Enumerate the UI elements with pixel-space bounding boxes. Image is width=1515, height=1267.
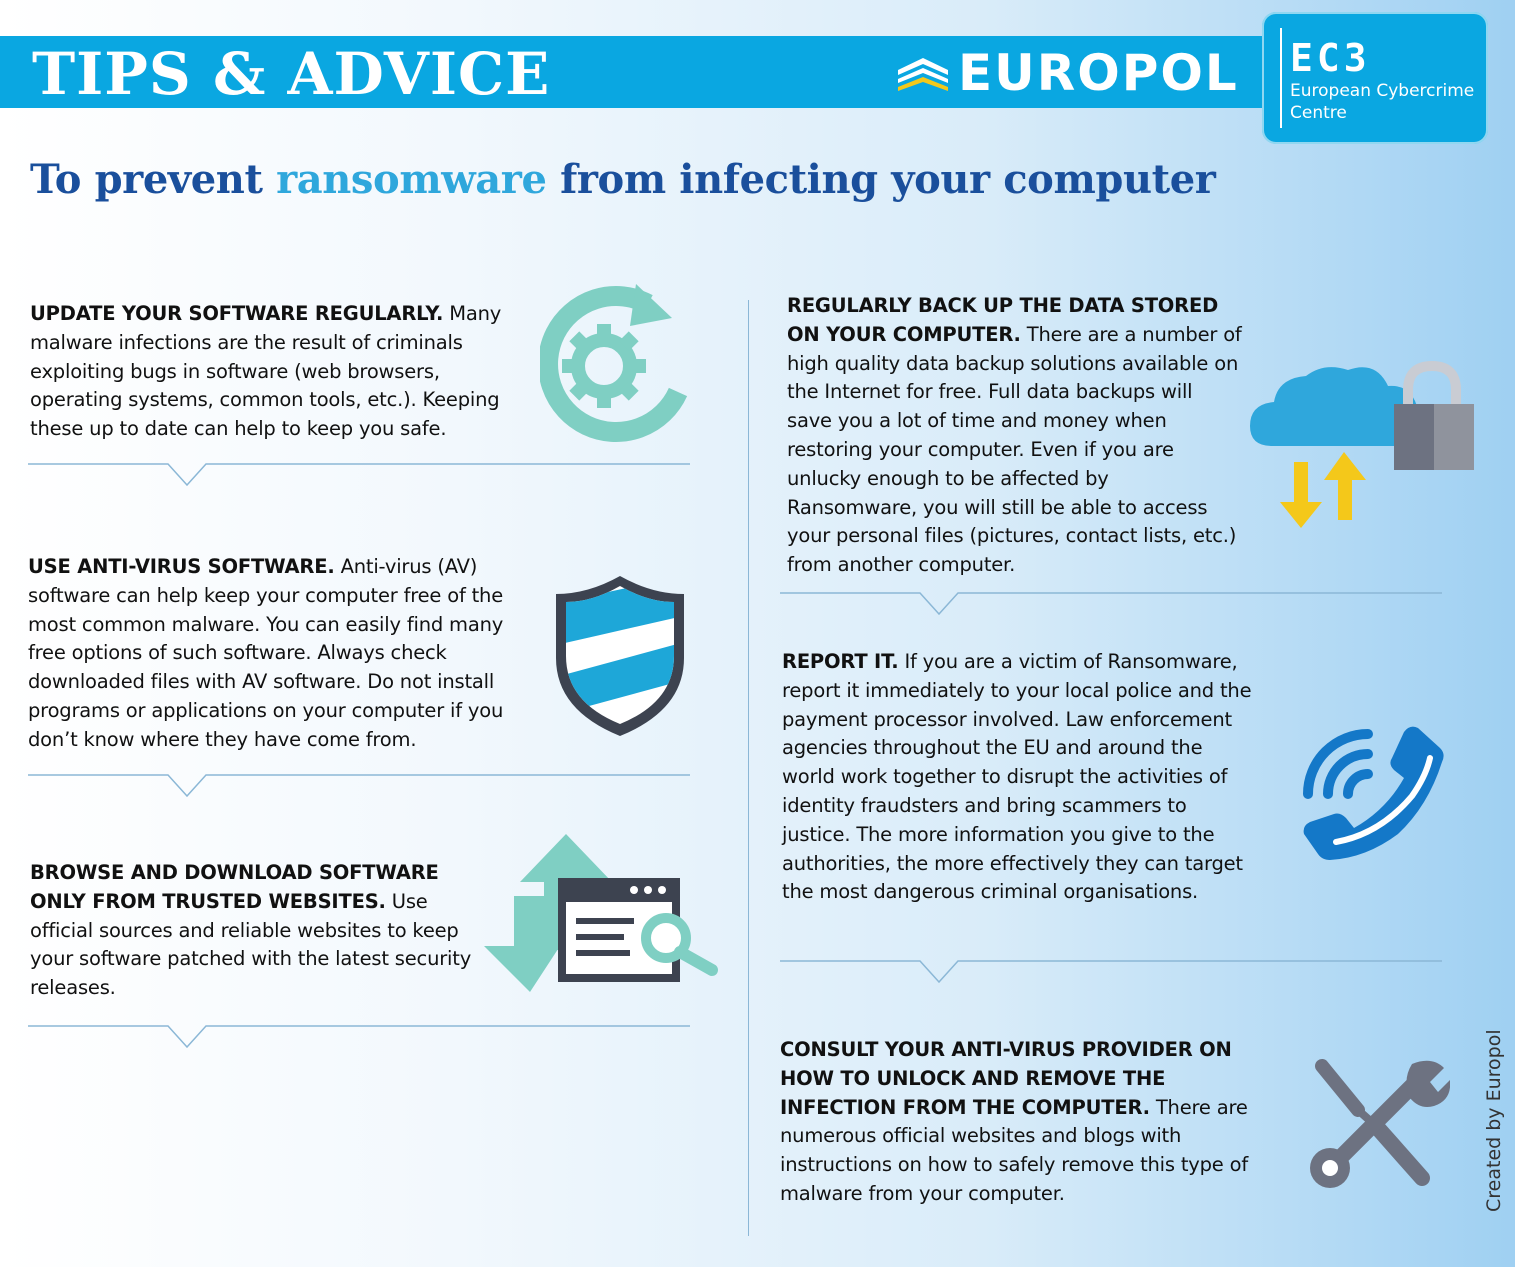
browser-download-icon — [484, 834, 720, 994]
tip-body: Anti-virus (AV) software can help keep your computer free of the most common malware. You can easily find many free options of such software. Always check downloaded files with AV software. Do not install programs or applications on your computer if you don’t know where they have come from. — [28, 555, 504, 751]
tip-heading: USE ANTI-VIRUS SOFTWARE. — [28, 555, 335, 578]
ec3-badge — [1262, 12, 1488, 144]
tip-heading: REPORT IT. — [782, 650, 899, 673]
shield-icon — [552, 574, 688, 738]
tip-body: If you are a victim of Ransomware, report it immediately to your local police and the payment processor involved. Law enforcement agencies throughout the EU and around the world work together to disrupt the activities of identity fraudsters and bring scammers to justice. The more information you give to the authorities, the more effectively they can target the most dangerous criminal organisations. — [782, 650, 1252, 904]
tip-body: Use official sources and reliable websites to keep your software patched with the latest security releases. — [30, 889, 472, 1000]
headline-before: To prevent — [30, 156, 277, 203]
gear-refresh-icon — [540, 282, 700, 448]
section-divider — [28, 774, 690, 798]
cloud-lock-icon — [1248, 360, 1480, 530]
section-divider — [780, 592, 1442, 616]
tip-body: There are numerous official websites and blogs with instructions on how to safely remove this type of malware from your computer. — [780, 1095, 1248, 1205]
tip-heading: REGULARLY BACK UP THE DATA STORED ON YOUR COMPUTER. — [787, 294, 1219, 346]
tip-consult-provider — [780, 1036, 1270, 1209]
section-divider — [28, 463, 690, 487]
tip-body: Many malware infections are the result of criminals exploiting bugs in software (web browsers, operating systems, common tools, etc.). Keeping these up to date can help to keep you safe. — [30, 302, 502, 441]
tip-trusted-websites — [30, 859, 490, 1003]
europol-logo — [896, 44, 1266, 102]
europol-wordmark: EUROPOL — [958, 44, 1239, 102]
tip-heading: BROWSE AND DOWNLOAD SOFTWARE ONLY FROM TRUSTED WEBSITES. — [30, 861, 439, 913]
tip-anti-virus — [28, 553, 520, 755]
tip-heading: CONSULT YOUR ANTI-VIRUS PROVIDER ON HOW TO UNLOCK AND REMOVE THE INFECTION FROM THE COMPUTER. — [780, 1038, 1232, 1119]
tip-heading: UPDATE YOUR SOFTWARE REGULARLY. — [30, 302, 444, 325]
section-divider — [780, 960, 1442, 984]
column-divider — [748, 300, 749, 1236]
ec3-title: EC3 — [1290, 36, 1371, 80]
phone-icon — [1300, 722, 1446, 864]
banner-title: TIPS & ADVICE — [32, 40, 551, 108]
tip-report-it — [782, 648, 1260, 907]
europol-emblem-icon — [896, 56, 950, 92]
tip-backup — [787, 292, 1242, 580]
credit-text: Created by Europol — [1483, 1029, 1505, 1212]
ec3-subtitle: European Cybercrime Centre — [1290, 81, 1475, 123]
tip-update-software — [30, 300, 520, 444]
headline-highlight: ransomware — [276, 156, 547, 203]
headline — [30, 150, 1215, 210]
tip-body: There are a number of high quality data backup solutions available on the Internet for free. Full data backups will save you a lot of time and money when restoring your computer. Even if you are unlucky enough to be affected by Ransomware, you will still be able to access your personal files (pictures, contact lists, etc.) from another computer. — [787, 322, 1242, 577]
tools-icon — [1300, 1054, 1450, 1190]
ec3-divider — [1280, 28, 1282, 128]
section-divider — [28, 1025, 690, 1049]
headline-after: from infecting your computer — [546, 156, 1216, 203]
